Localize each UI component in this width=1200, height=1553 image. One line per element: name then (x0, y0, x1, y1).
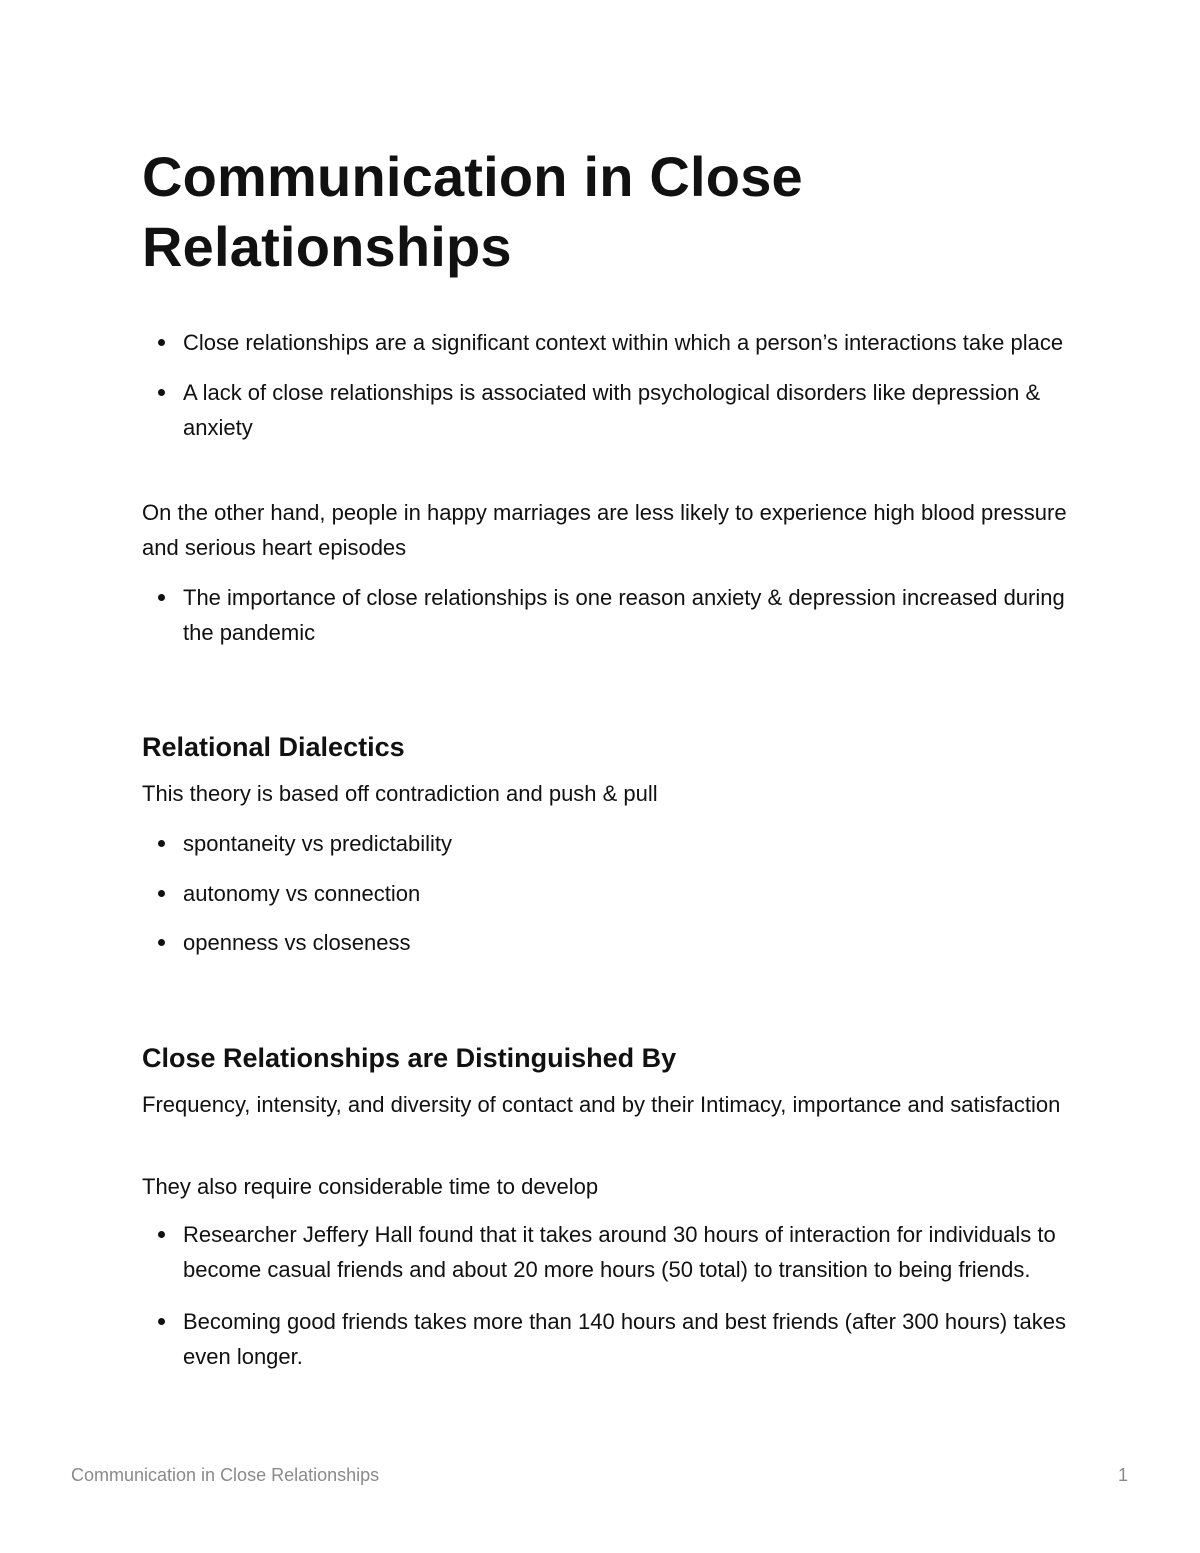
section1-list (142, 826, 1072, 960)
list-item-text: openness vs closeness (183, 930, 411, 955)
section2-paragraph-2 (142, 1169, 1072, 1204)
section1-paragraph (142, 776, 1072, 811)
intro-paragraph (142, 495, 1072, 565)
list-item (142, 925, 1072, 960)
bullet-icon (158, 1318, 165, 1325)
footer-document-title: Communication in Close Relationships (71, 1465, 380, 1485)
section-distinguished-by (142, 1041, 1072, 1075)
section2-paragraph-1 (142, 1087, 1072, 1122)
list-item-text: Becoming good friends takes more than 140 hours and best friends (after 300 hours) takes even longer. (183, 1309, 1066, 1369)
list-item (142, 325, 1072, 360)
paragraph: Frequency, intensity, and diversity of contact and by their Intimacy, importance and satisfaction (142, 1092, 1061, 1117)
intro-list-a (142, 325, 1072, 445)
section-heading: Relational Dialectics (142, 732, 405, 762)
list-item (142, 1304, 1072, 1374)
list-item-text: autonomy vs connection (183, 881, 421, 906)
list-item-text: A lack of close relationships is associated with psychological disorders like depression & anxiety (183, 380, 1041, 440)
list-item (142, 375, 1072, 445)
bullet-icon (158, 389, 165, 396)
bullet-icon (158, 1231, 165, 1238)
intro-list-b (142, 580, 1072, 650)
section-relational-dialectics (142, 730, 1072, 764)
paragraph: They also require considerable time to develop (142, 1174, 599, 1199)
list-item-text: The importance of close relationships is one reason anxiety & depression increased during the pandemic (183, 585, 1065, 645)
bullet-icon (158, 339, 165, 346)
bullet-icon (158, 840, 165, 847)
list-item-text: spontaneity vs predictability (183, 831, 453, 856)
list-item-text: Researcher Jeffery Hall found that it takes around 30 hours of interaction for individuals to become casual friends and about 20 more hours (50 total) to transition to being friends. (183, 1222, 1056, 1282)
page-number: 1 (1117, 1465, 1128, 1485)
list-item-text: Close relationships are a significant context within which a person’s interactions take place (183, 330, 1064, 355)
list-item (142, 876, 1072, 911)
bullet-icon (158, 890, 165, 897)
paragraph: This theory is based off contradiction and push & pull (142, 781, 658, 806)
section-heading: Close Relationships are Distinguished By (142, 1043, 677, 1073)
list-item (142, 580, 1072, 650)
page-title: Communication in Close Relationships (142, 145, 803, 278)
list-item (142, 1217, 1072, 1287)
bullet-icon (158, 939, 165, 946)
list-item (142, 826, 1072, 861)
paragraph: On the other hand, people in happy marriages are less likely to experience high blood pressure and serious heart episodes (142, 500, 1067, 560)
section2-list (142, 1217, 1072, 1374)
bullet-icon (158, 594, 165, 601)
